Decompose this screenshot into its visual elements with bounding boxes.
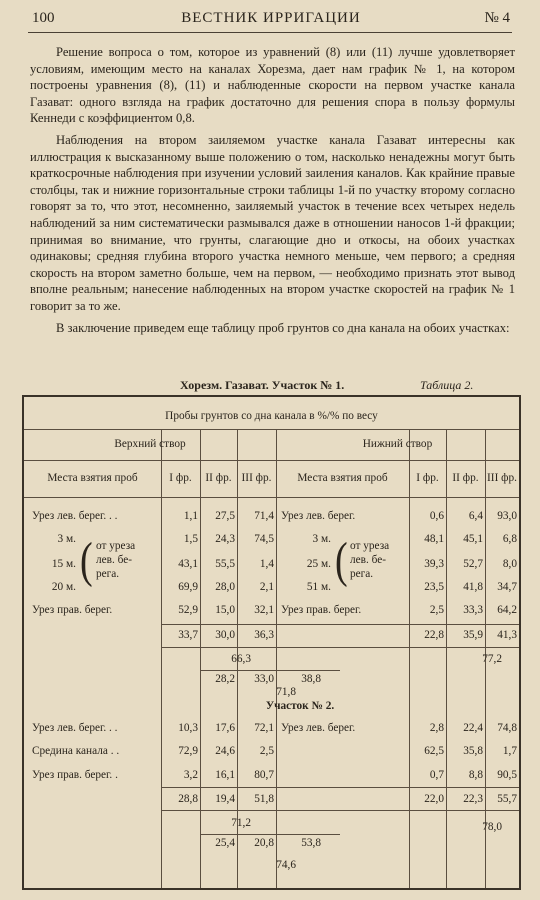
s2-left-f3: 72,1: [254, 722, 274, 734]
s2-avg-left-f3: 51,8: [254, 793, 274, 805]
s1-right-f1: 23,5: [424, 581, 444, 593]
s2-sum-right: 78,0: [482, 821, 502, 833]
s2-left-f2: 17,6: [215, 722, 235, 734]
s1-left-place: 3 м.: [57, 533, 76, 545]
s1-left-f1: 52,9: [178, 604, 198, 616]
s1-left-f3: 2,1: [259, 581, 274, 593]
section2-title: Участок № 2.: [265, 700, 335, 712]
issue-number: № 4: [484, 10, 510, 26]
s1-left-f1: 1,1: [183, 510, 198, 522]
from-edge-note-right: рега.: [350, 568, 374, 580]
header-rule: [24, 497, 519, 498]
col-f1-right: I фр.: [416, 472, 439, 484]
s1-left-f3: 1,4: [259, 558, 274, 570]
s1-sum-f3: 33,0: [254, 673, 274, 685]
s2-left-f3: 80,7: [254, 769, 274, 781]
s2-right-f3: 1,7: [502, 745, 517, 757]
s2-avg-right-f1: 22,0: [424, 793, 444, 805]
article-body: [30, 44, 515, 336]
s1-left-place: 15 м.: [51, 558, 76, 570]
s2-left-f1: 10,3: [178, 722, 198, 734]
group-rule: [24, 460, 519, 461]
s2-avg-left-f2: 19,4: [215, 793, 235, 805]
s1-left-place: Урез прав. берег.: [32, 604, 113, 616]
s1-right-place: 25 м.: [306, 558, 331, 570]
s2-right-f2: 8,8: [468, 769, 483, 781]
s1-sum-f1: 66,3: [231, 653, 251, 665]
s1-avg-right-f2: 35,9: [463, 629, 483, 641]
s2-right-f2: 35,8: [463, 745, 483, 757]
s2-right-f3: 90,5: [497, 769, 517, 781]
table-caption: [30, 378, 515, 394]
s1-right-f3: 64,2: [497, 604, 517, 616]
s2-left-f2: 24,6: [215, 745, 235, 757]
table-title: Пробы грунтов со дна канала в %/% по весу: [165, 410, 378, 422]
s1-sum-f2: 28,2: [215, 673, 235, 685]
running-header: [32, 10, 510, 32]
table-caption-label: Таблица 2.: [420, 378, 474, 392]
s1-left-f3: 74,5: [254, 533, 274, 545]
s2-sum-f3: 20,8: [254, 837, 274, 849]
s2-right-place: Урез лев. берег.: [281, 722, 356, 734]
avg-rule-3: [161, 787, 519, 788]
s1-right-f1: 39,3: [424, 558, 444, 570]
s1-left-f1: 1,5: [183, 533, 198, 545]
s2-left-f1: 72,9: [178, 745, 198, 757]
sum-rule-1: [200, 670, 340, 671]
s1-right-f1: 0,6: [429, 510, 444, 522]
col-f2-left: II фр.: [205, 472, 232, 484]
paren-right: (: [335, 533, 348, 589]
s1-avg-left-f1: 33,7: [178, 629, 198, 641]
s1-left-f3: 71,4: [254, 510, 274, 522]
s1-right-f1: 2,5: [429, 604, 444, 616]
s1-avg-right-f3: 41,3: [497, 629, 517, 641]
s1-left-f3: 32,1: [254, 604, 274, 616]
s1-right-f3: 8,0: [502, 558, 517, 570]
paren-left: (: [80, 533, 93, 589]
paragraph: Решение вопроса о том, которое из уравнений (8) или (11) лучше удовлетворяет условиям, имеющим место на каналах Хорезма, дает нам график № 1, на котором построены уравнения (8), (11) и наблюденные скорости на первом участке канала Газават: одного взгляда на график достаточно для решения спора в пользу формулы Кеннеди с коэффициентом 0,8.: [30, 45, 515, 126]
journal-title: ВЕСТНИК ИРРИГАЦИИ: [181, 10, 361, 26]
s1-left-place: Урез лев. берег. . .: [32, 510, 118, 522]
s1-right-f1: 48,1: [424, 533, 444, 545]
s2-left-place: Средина канала . .: [32, 745, 120, 757]
place-divider-left: [161, 430, 162, 888]
header-rule: [28, 32, 512, 33]
col-f1-left: I фр.: [169, 472, 192, 484]
avg-rule-4: [161, 810, 519, 811]
s2-avg-right-f2: 22,3: [463, 793, 483, 805]
from-edge-note-left: лев. бе-: [96, 554, 133, 566]
col-f2-right: II фр.: [452, 472, 479, 484]
from-edge-note-right: от уреза: [350, 540, 390, 552]
s1-left-f2: 27,5: [215, 510, 235, 522]
s1-avg-right-f1: 22,8: [424, 629, 444, 641]
s1-avg-left-f2: 30,0: [215, 629, 235, 641]
s1-left-f1: 69,9: [178, 581, 198, 593]
table-caption-title: Хорезм. Газават. Участок № 1.: [180, 378, 345, 392]
s2-left-f1: 3,2: [183, 769, 198, 781]
s1-left-f2: 55,5: [215, 558, 235, 570]
s1-right-f2: 33,3: [463, 604, 483, 616]
place-divider-right: [409, 430, 410, 888]
sum-rule-2: [200, 834, 340, 835]
s2-left-f2: 16,1: [215, 769, 235, 781]
s2-left-f3: 2,5: [259, 745, 274, 757]
s1-left-f1: 43,1: [178, 558, 198, 570]
col-f3-right: III фр.: [487, 472, 517, 484]
from-edge-note-left: рега.: [96, 568, 120, 580]
s1-right-f2: 6,4: [468, 510, 483, 522]
avg-rule-2: [161, 647, 519, 648]
s1-right-f2: 52,7: [463, 558, 483, 570]
s1-right-place: Урез лев. берег.: [281, 510, 356, 522]
paragraph: В заключение приведем еще таблицу проб грунтов со дна канала на обоих участках:: [56, 320, 510, 335]
s1-right-f3: 93,0: [497, 510, 517, 522]
s1-left-f2: 24,3: [215, 533, 235, 545]
page-number: 100: [32, 10, 55, 26]
s2-total: 74,6: [276, 859, 296, 871]
s2-sum-f2: 25,4: [215, 837, 235, 849]
s1-sum-right: 77,2: [482, 653, 502, 665]
s1-right-f2: 45,1: [463, 533, 483, 545]
s2-right-f2: 22,4: [463, 722, 483, 734]
s1-total: 71,8: [276, 686, 296, 698]
s2-left-place: Урез лев. берег. . .: [32, 722, 118, 734]
col-place-left: Места взятия проб: [47, 472, 138, 484]
s2-right-f1: 0,7: [429, 769, 444, 781]
s1-avg-left-f3: 36,3: [254, 629, 274, 641]
group-divider: [276, 430, 277, 888]
s1-right-place: 51 м.: [306, 581, 331, 593]
from-edge-note-right: лев. бе-: [350, 554, 387, 566]
s1-sum-extra: 38,8: [301, 673, 321, 685]
s1-right-f2: 41,8: [463, 581, 483, 593]
col-place-right: Места взятия проб: [297, 472, 388, 484]
paragraph: Наблюдения на втором заиляемом участке канала Газават интересны как иллюстрация к высказанному выше положению о том, насколько ненадежны могут быть краткосрочные наблюдения при изучении условий заиления каналов. Как крайние правые столбцы, так и нижние горизонтальные строки таблицы 1-й по участку второму согласно говорят за то, что этот, несомненно, заиляемый участок в течение всех четырех недель наблюдений за ним систематически размывался даже в отношении наносов 1-й фракции; принимая во внимание, что грунты, слагающие дно и откосы, на обоих участках одинаковы; средняя глубина второго участка немного меньше, чем первого; а средняя скорость на втором заметно больше, чем на первом, — необходимо признать этот вывод вполне реальным; нанесение наблюденных на втором участке скоростей на график № 1 говорит за то же.: [30, 132, 515, 313]
s1-left-place: 20 м.: [51, 581, 76, 593]
from-edge-note-left: от уреза: [96, 540, 136, 552]
s2-right-f1: 62,5: [424, 745, 444, 757]
s1-left-f2: 28,0: [215, 581, 235, 593]
upper-group-heading: Верхний створ: [114, 438, 186, 450]
s1-left-f2: 15,0: [215, 604, 235, 616]
s1-right-f3: 34,7: [497, 581, 517, 593]
lower-group-heading: Нижний створ: [362, 438, 433, 450]
s1-right-place: Урез прав. берег.: [281, 604, 362, 616]
avg-rule-1: [161, 624, 519, 625]
s2-sum-f1: 71,2: [231, 817, 251, 829]
soil-samples-table: [22, 395, 521, 890]
s1-right-f3: 6,8: [502, 533, 517, 545]
s2-avg-left-f1: 28,8: [178, 793, 198, 805]
s1-right-place: 3 м.: [312, 533, 331, 545]
s2-sum-extra: 53,8: [301, 837, 321, 849]
s2-right-f1: 2,8: [429, 722, 444, 734]
title-rule: [24, 429, 519, 430]
col-f3-left: III фр.: [241, 472, 272, 484]
s2-left-place: Урез прав. берег. .: [32, 769, 118, 781]
s2-avg-right-f3: 55,7: [497, 793, 517, 805]
s2-right-f3: 74,8: [497, 722, 517, 734]
